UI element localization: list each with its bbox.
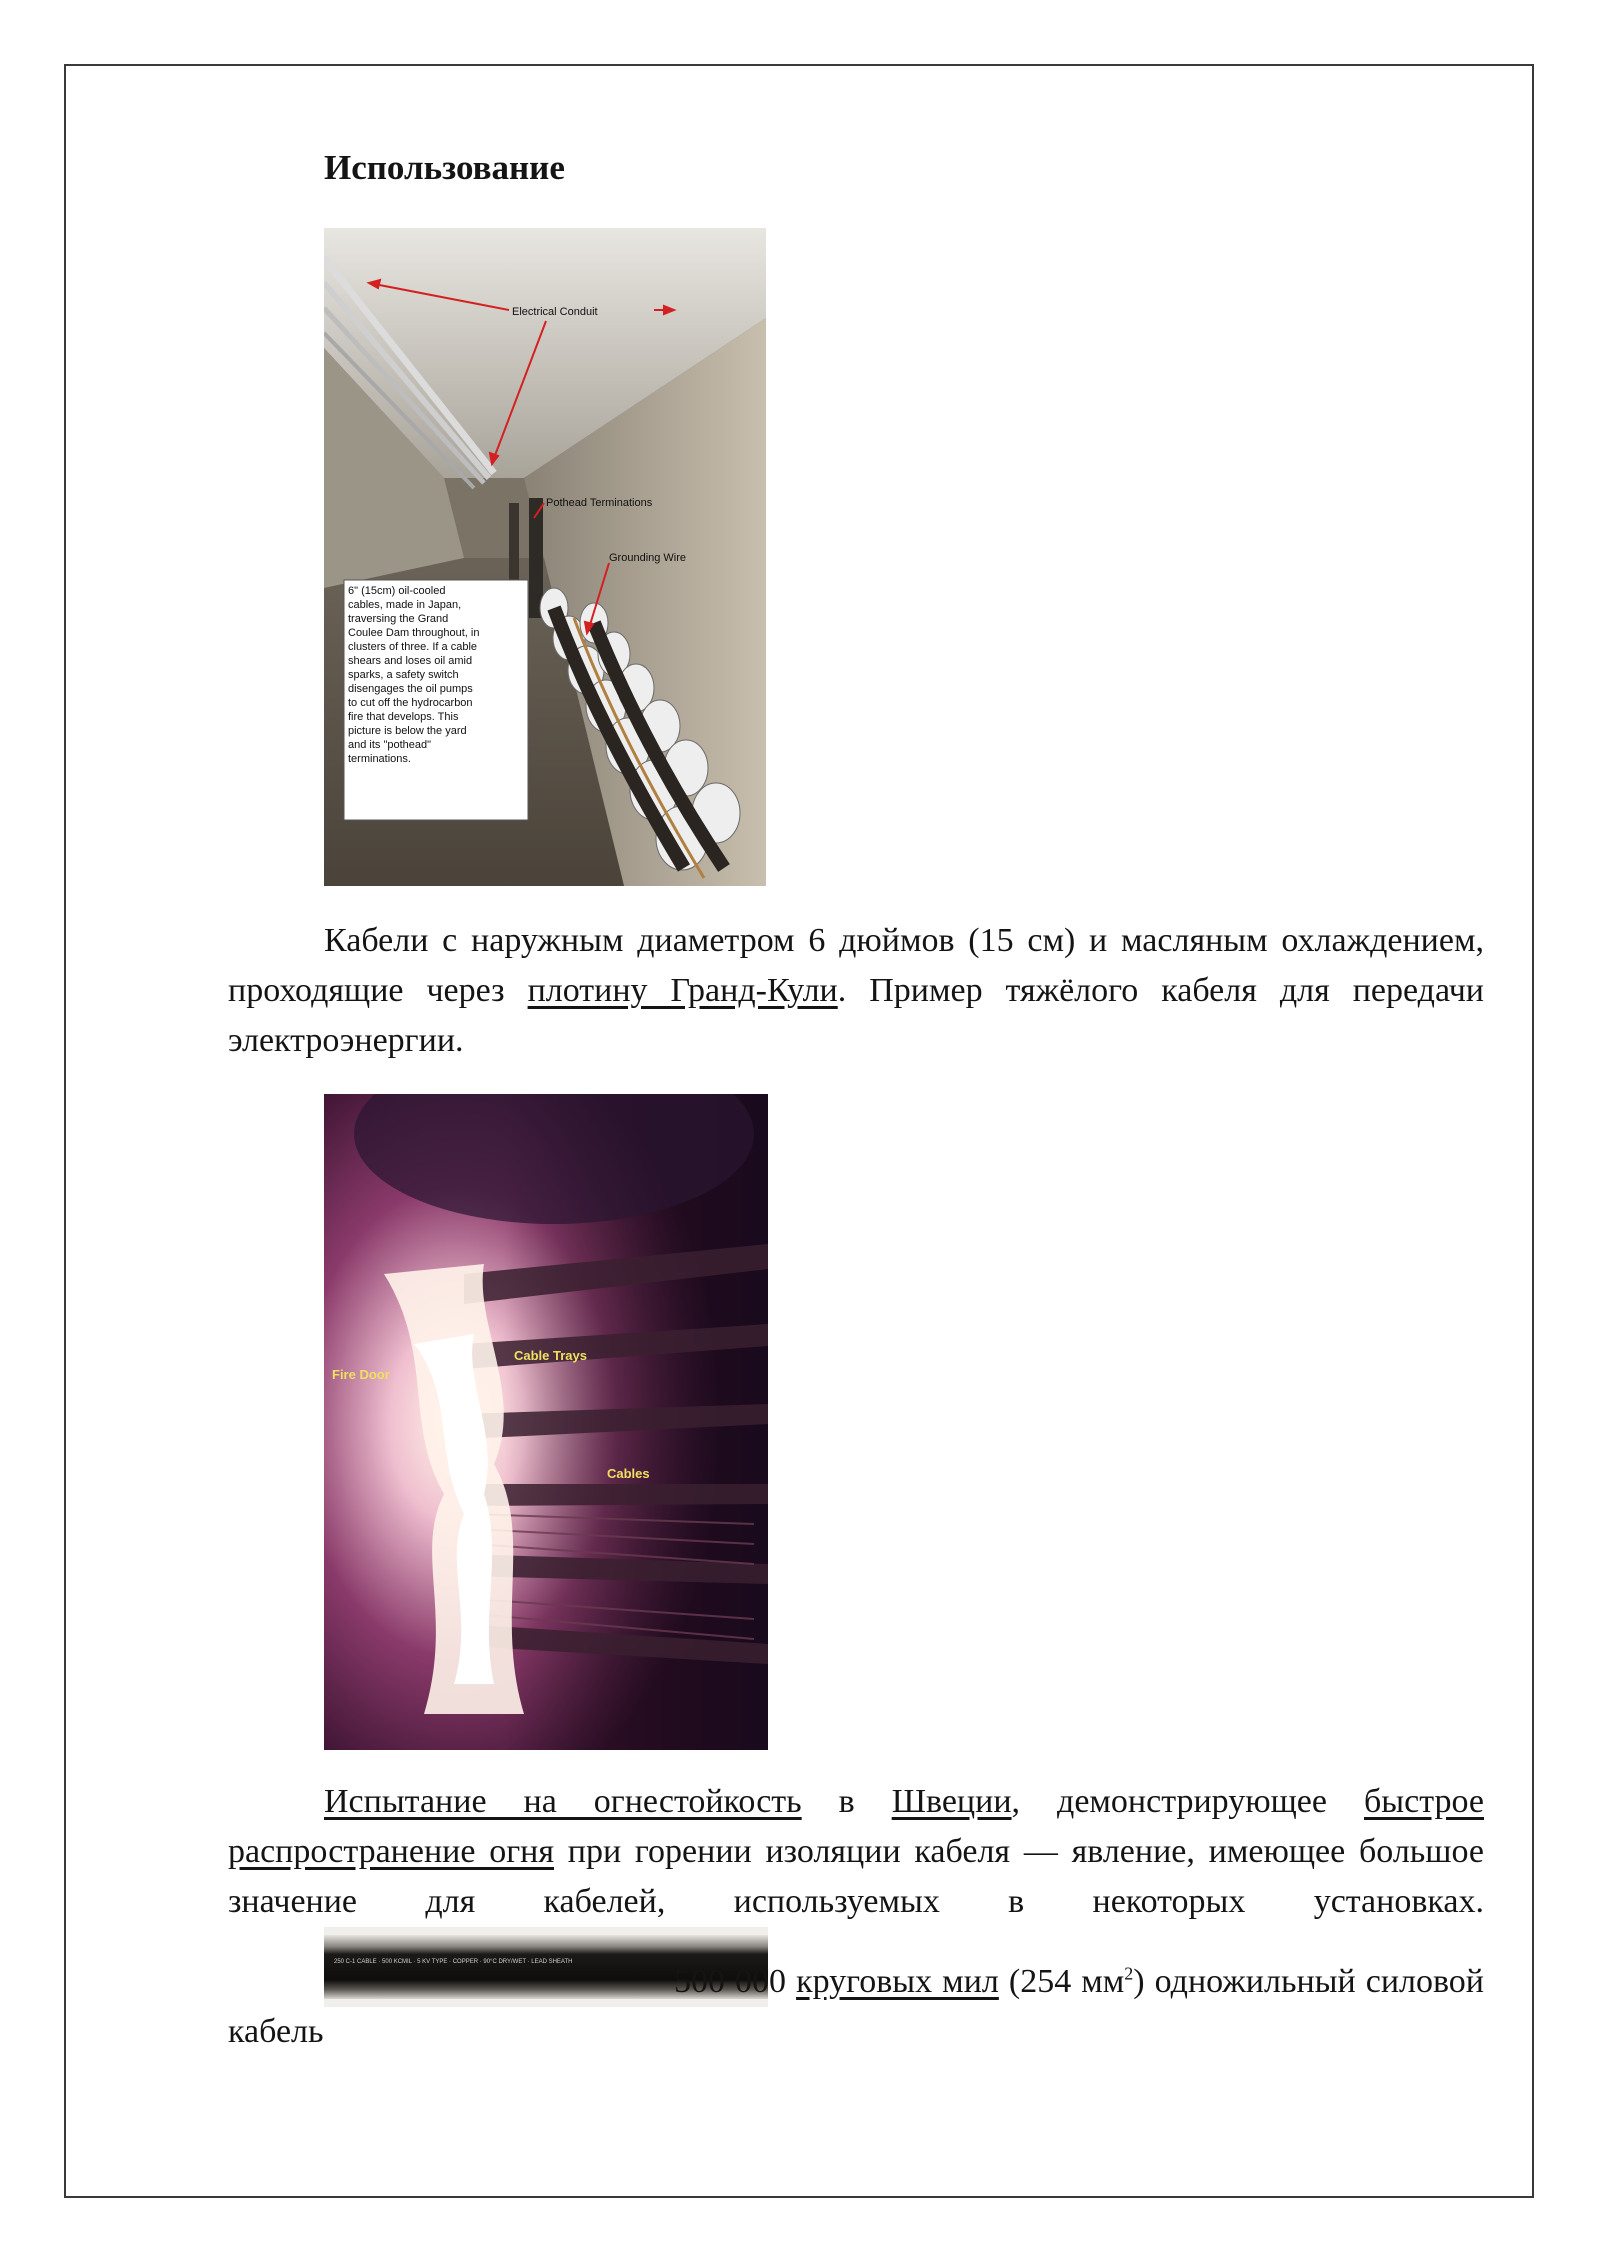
link-sweden[interactable]: Швеции xyxy=(891,1783,1012,1820)
link-circular-mils[interactable]: круговых мил xyxy=(796,1963,999,2000)
label-cable-trays: Cable Trays xyxy=(514,1348,587,1363)
annotation-electrical-conduit: Electrical Conduit xyxy=(512,306,598,318)
link-fire-resistance-test[interactable]: Испытание на огнестойкость xyxy=(324,1783,802,1820)
photo-note: 6" (15cm) oil-cooled cables, made in Japan, traversing the Grand Coulee Dam throughout, in clusters of three. If a cable shears and loses oil amid sparks, a safety switch disengages the oil pumps to cut off the hydrocarbon fire that develops. This picture is below the yard and its "pothead" terminations. xyxy=(348,585,480,765)
caption-paragraph-2: Испытание на огнестойкость в Швеции, демонстрирующее быстрое распространение огня при горении изоляции кабеля — явление, имеющее большое значение для кабелей, используемых в некоторых установках. 250 C-1 CABLE · 500 KCMIL · 5 KV TYPE · COPPER · 90°C DRY/WET · LEAD SHEATH 500 000 круговых мил (254 $мм^2$) одножильный силовой кабель xyxy=(228,1783,1485,2050)
label-cables: Cables xyxy=(607,1466,650,1481)
fire-test-photo xyxy=(324,1094,768,1750)
cable-printed-text: 250 C-1 CABLE · 500 KCMIL · 5 KV TYPE · COPPER · 90°C DRY/WET · LEAD SHEATH xyxy=(334,1959,573,1965)
power-cable-photo xyxy=(228,1927,672,2007)
link-fire-spread[interactable]: быстрое распространение огня xyxy=(228,1783,1484,1870)
section-heading: Использование xyxy=(324,148,565,187)
cable-tunnel-photo xyxy=(324,228,766,886)
annotation-grounding-wire: Grounding Wire xyxy=(609,552,687,564)
annotation-pothead-terminations: Pothead Terminations xyxy=(546,497,653,509)
label-fire-door: Fire Door xyxy=(332,1367,390,1382)
link-grand-coulee-dam[interactable]: плотину Гранд-Кули xyxy=(527,972,838,1009)
caption-paragraph-1: Кабели с наружным диаметром 6 дюймов (15 см) и масляным охлаждением, проходящие через плотину Гранд-Кули. Пример тяжёлого кабеля для передачи электроэнергии. xyxy=(228,922,1484,1059)
